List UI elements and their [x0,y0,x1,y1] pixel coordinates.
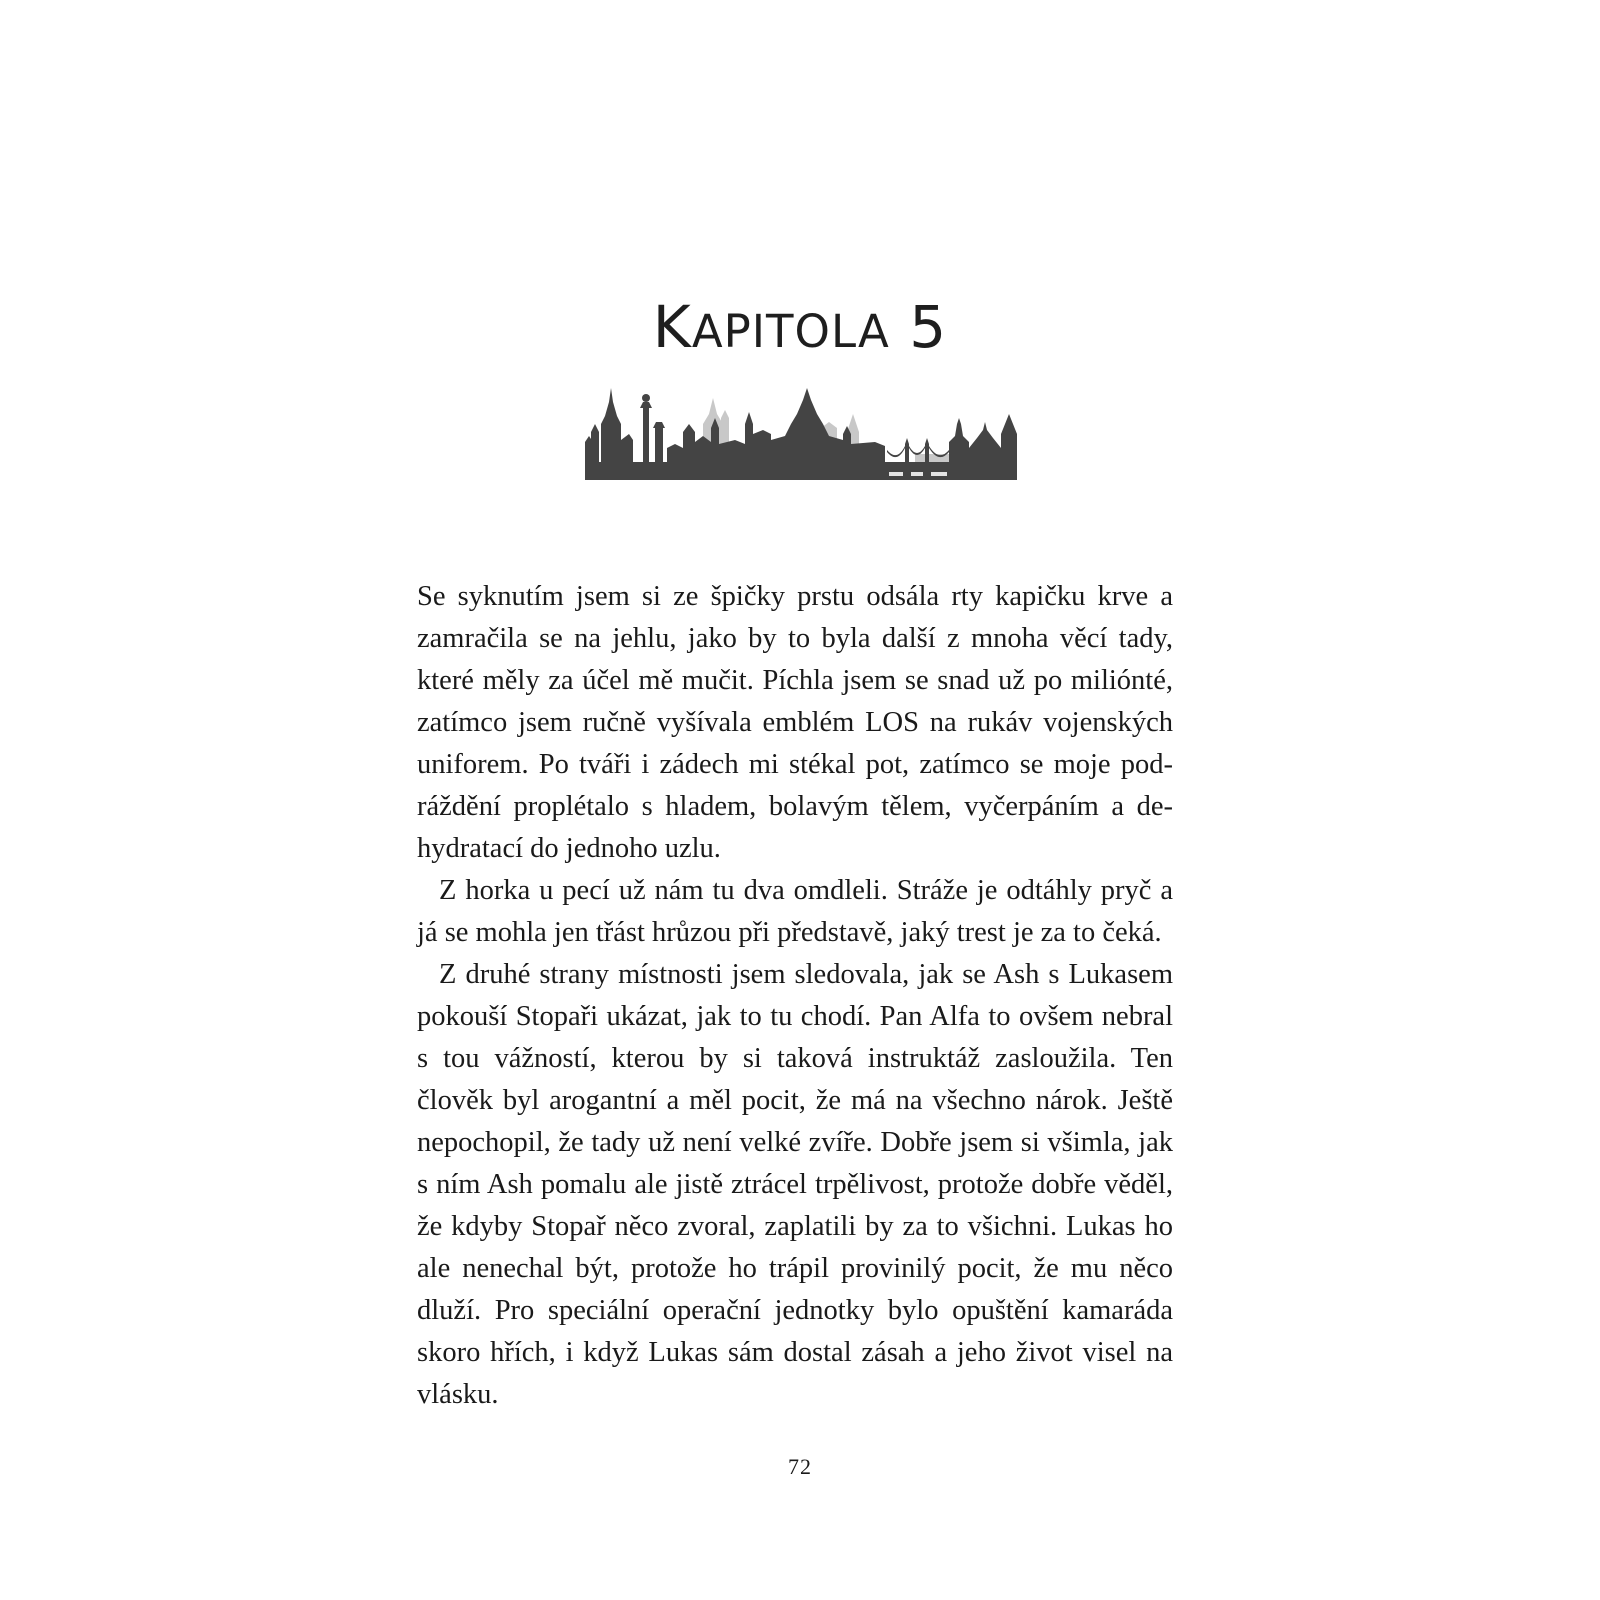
chapter-body [417,576,1173,1416]
paragraph: Z druhé strany místnosti jsem sledovala, jak se Ash s Lukasem pokouší Stopaři ukázat, jak to tu chodí. Pan Alfa to ovšem nebral s tou vážností, kterou by si taková instruktáž zasloužila. Ten člověk byl arogantní a měl pocit, že má na všechno nárok. Ještě nepochopil, že tady už není velké zvíře. Dobře jsem si všimla, jak s ním Ash pomalu ale jistě ztrácel trpělivost, protože dobře věděl, že kdyby Stopař něco zvoral, zaplatili by za to všichni. Lukas ho ale nenechal být, protože ho trápil provinilý pocit, že mu něco dluží. Pro speciální operační jednotky bylo opuštění kamaráda skoro hřích, i když Lukas sám dostal zásah a jeho život visel na vlásku. [417,959,1173,1410]
chapter-number: 5 [909,293,948,361]
paragraph: Se syknutím jsem si ze špičky prstu odsála rty kapičku krve a zamračila se na jehlu, jako by to byla další z mnoha věcí tady, které měly za účel mě mučit. Píchla jsem se snad už po miliónté, zatímco jsem ručně vyšívala emblém LOS na rukáv vojenských uniforem. Po tváři i zádech mi stékal pot, zatímco se moje podráždění proplétalo s hladem, bolavým tělem, vyčerpáním a dehydratací do jednoho uzlu. [417,581,1173,864]
bridge-water-gaps [889,472,947,476]
chapter-title [0,293,1600,361]
chapter-title-rest: APITOLA [691,305,890,358]
chapter-title-initial: K [652,293,692,361]
city-skyline-ornament [585,384,1017,480]
page-number: 72 [788,1454,812,1479]
paragraph: Z horka u pecí už nám tu dva omdleli. Stráže je odtáhly pryč a já se mohla jen třást hrůzou při představě, jaký trest je za to čeká. [417,875,1173,948]
skyline-foreground-layer [585,388,1017,480]
